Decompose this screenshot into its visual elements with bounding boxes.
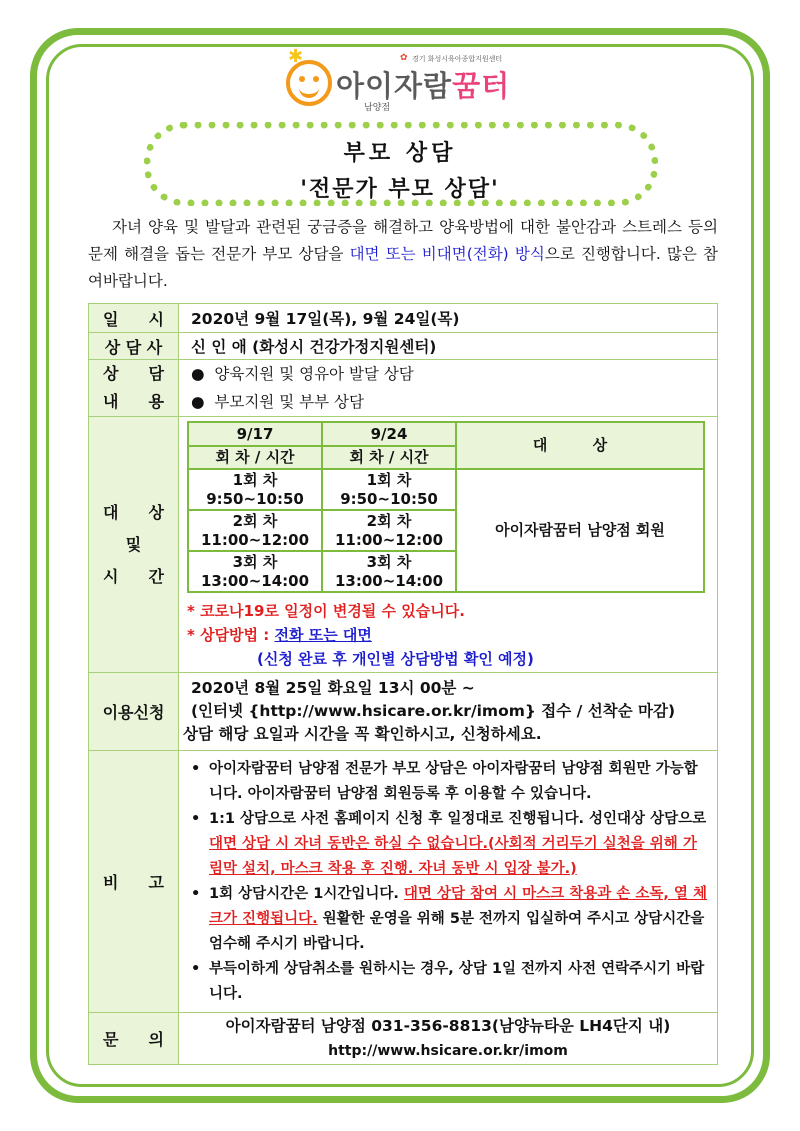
remarks-list — [179, 751, 718, 1013]
list-item: • 1회 상담시간은 1시간입니다. 대면 상담 참여 시 마스크 착용과 손 소독, 열 체크가 진행됩니다. 원활한 운영을 위해 5분 전까지 입실하여 주시고 상담시간을 엄수해 주시기 바랍니다. — [191, 885, 707, 952]
inquiry-url[interactable]: http://www.hsicare.or.kr/imom — [328, 1042, 568, 1059]
list-item: ● 양육지원 및 영유아 발달 상담 — [191, 365, 414, 383]
list-item: • 부득이하게 상담취소를 원하시는 경우, 상담 1일 전까지 사전 연락주시기 바랍니다. — [191, 960, 705, 1002]
date-label: 일 시 — [89, 304, 179, 333]
smiley-face-icon — [286, 60, 332, 106]
counselor-label: 상 담 사 — [89, 333, 179, 360]
schedule-table — [187, 421, 705, 593]
content-label: 상 담 내 용 — [89, 360, 179, 417]
col1-sub: 회 차 / 시간 — [188, 446, 322, 469]
logo-branch: 남양점 — [364, 103, 391, 113]
table-row — [89, 1013, 718, 1065]
target-time-label: 대 상 및 시 간 — [89, 417, 179, 673]
list-item: • 1:1 상담으로 사전 홈페이지 신청 후 일정대로 진행됩니다. 성인대상 상담으로 대면 상담 시 자녀 동반은 하실 수 없습니다.(사회적 거리두기 실천을 위해 가림막 설치, 마스크 착용 후 진행. 자녀 동반 시 입장 불가.) — [191, 810, 707, 877]
logo-wordmark: 아이자람꿈터 — [336, 69, 511, 103]
table-row — [89, 333, 718, 360]
table-row — [89, 360, 718, 417]
inquiry-label: 문 의 — [89, 1013, 179, 1065]
family-icon: ✿ — [400, 53, 408, 63]
star-icon: ✱ — [288, 46, 304, 67]
counselor-value: 신 인 애 (화성시 건강가정지원센터) — [179, 333, 718, 360]
list-item: • 아이자람꿈터 남양점 전문가 부모 상담은 아이자람꿈터 남양점 회원만 가능합니다. 아이자람꿈터 남양점 회원등록 후 이용할 수 있습니다. — [191, 760, 698, 802]
table-row — [89, 304, 718, 333]
table-row: 3회 차 13:00~14:00 3회 차 13:00~14:00 — [188, 551, 704, 592]
covid-note: 코로나19로 일정이 변경될 수 있습니다. — [200, 602, 465, 620]
method-value: 전화 또는 대면 — [274, 626, 372, 644]
page-title: 부모 상담 — [343, 141, 457, 166]
logo — [284, 46, 524, 114]
intro-paragraph: 자녀 양육 및 발달과 관련된 궁금증을 해결하고 양육방법에 대한 불안감과 스트레스 등의 문제 해결을 돕는 전문가 부모 상담을 대면 또는 비대면(전화) 방식으로 진행합니다. 많은 참여바랍니다. — [88, 218, 718, 290]
apply-label: 이용신청 — [89, 673, 179, 751]
table-row — [89, 751, 718, 1013]
intro-highlight: 대면 또는 비대면(전화) 방식 — [349, 245, 545, 263]
col1-date: 9/17 — [188, 422, 322, 446]
logo-subtitle: 경기 화성시육아종합지원센터 — [412, 55, 503, 63]
apply-value: 2020년 8월 25일 화요일 13시 00분 ~ (인터넷 {http://www.hsicare.or.kr/imom} 접수 / 선착순 마감) 상담 해당 요일과 시간을 꼭 확인하시고, 신청하세요. — [179, 673, 718, 751]
list-item: ● 부모지원 및 부부 상담 — [191, 393, 364, 411]
page-subtitle: '전문가 부모 상담' — [300, 177, 500, 202]
date-value: 2020년 9월 17일(목), 9월 24일(목) — [179, 304, 718, 333]
col2-sub: 회 차 / 시간 — [322, 446, 456, 469]
col2-date: 9/24 — [322, 422, 456, 446]
method-note: (신청 완료 후 개인별 상담방법 확인 예정) — [257, 650, 534, 668]
remarks-label: 비 고 — [89, 751, 179, 1013]
table-row — [89, 417, 718, 673]
schedule-cell — [179, 417, 718, 673]
table-row: 1회 차 9:50~10:50 1회 차 9:50~10:50 아이자람꿈터 남양점 회원 — [188, 469, 704, 510]
info-table — [88, 303, 718, 1065]
schedule-notes: * 코로나19로 일정이 변경될 수 있습니다. * 상담방법 : 전화 또는 대면 (신청 완료 후 개인별 상담방법 확인 예정) — [187, 599, 717, 671]
target-header: 대 상 — [456, 422, 704, 469]
inquiry-value: 아이자람꿈터 남양점 031-356-8813(남양뉴타운 LH4단지 내) http://www.hsicare.or.kr/imom — [179, 1013, 718, 1065]
table-row: 2회 차 11:00~12:00 2회 차 11:00~12:00 — [188, 510, 704, 551]
table-row — [89, 673, 718, 751]
target-value: 아이자람꿈터 남양점 회원 — [456, 469, 704, 592]
content-list — [179, 360, 718, 417]
